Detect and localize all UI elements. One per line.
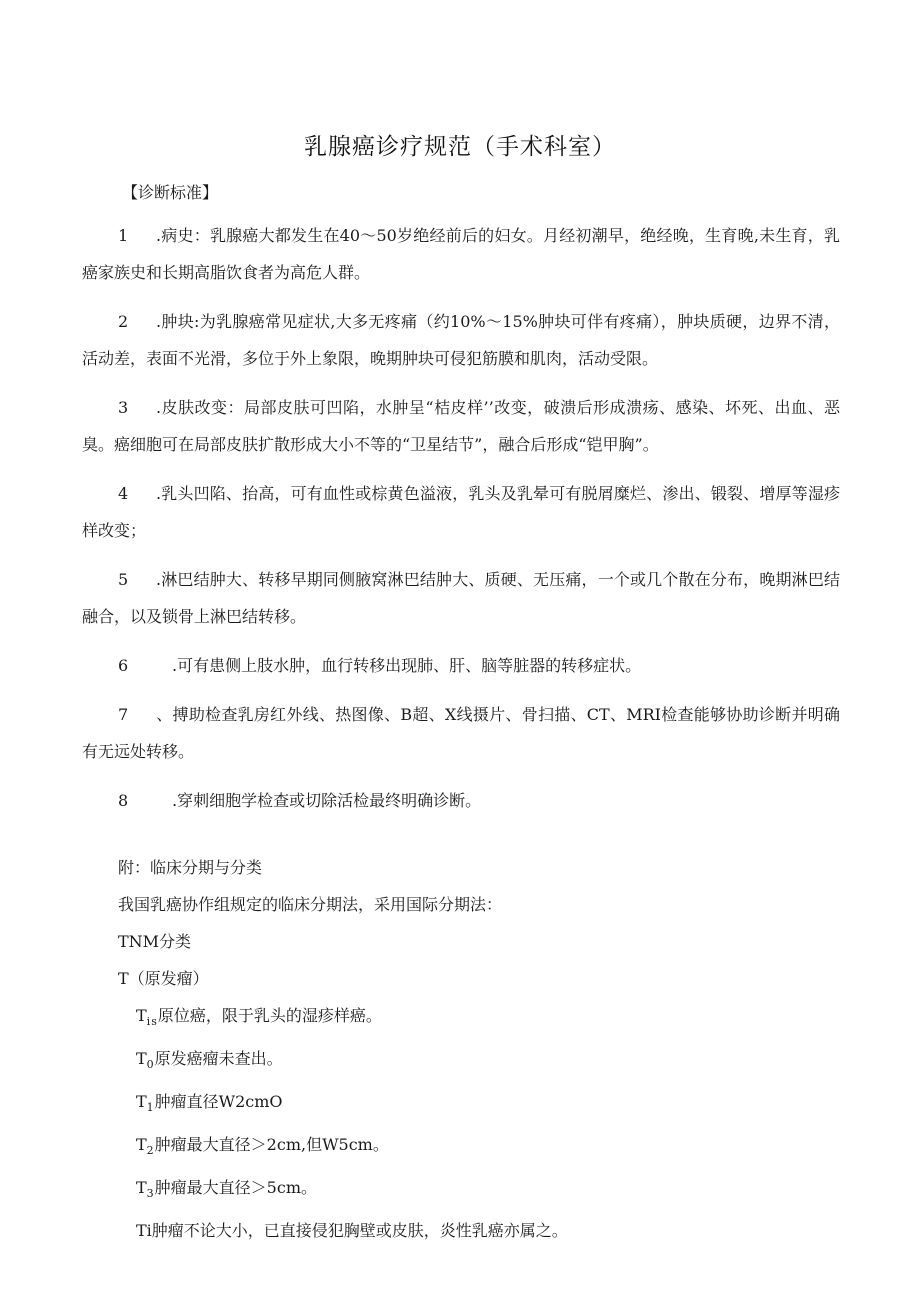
item-number: 2 <box>118 312 129 331</box>
item-number: 5 <box>118 570 129 589</box>
item-text: .淋巴结肿大、转移早期同侧腋窝淋巴结肿大、质硬、无压痛，一个或几个散在分布，晚期淋巴结融合，以及锁骨上淋巴结转移。 <box>82 570 840 626</box>
item-text: .可有患侧上肢水肿，血行转移出现肺、肝、脑等脏器的转移症状。 <box>172 656 642 675</box>
criteria-item-2 <box>82 303 840 377</box>
t-base: T <box>136 1092 147 1111</box>
criteria-item-8 <box>82 782 840 819</box>
item-text: .穿刺细胞学检查或切除活检最终明确诊断。 <box>172 791 482 810</box>
t-base: T <box>136 1135 147 1154</box>
t-sub: is <box>146 1015 158 1028</box>
item-number: 1 <box>118 226 129 245</box>
criteria-item-4 <box>82 475 840 549</box>
tnm-heading: TNM分类 <box>118 932 192 951</box>
item-number: 3 <box>118 398 129 417</box>
item-text: 、搏助检查乳房红外线、热图像、B超、X线摄片、骨扫描、CT、MRI检查能够协助诊断并明确有无远处转移。 <box>82 705 840 761</box>
t-item-t2 <box>136 1132 840 1164</box>
item-number: 4 <box>118 484 129 503</box>
t-text: 肿瘤最大直径＞2cm,但W5cm。 <box>154 1135 389 1154</box>
t-sub: 3 <box>146 1187 155 1200</box>
criteria-item-6 <box>82 647 840 684</box>
item-number: 8 <box>118 791 129 810</box>
item-text: .病史：乳腺癌大都发生在40～50岁绝经前后的妇女。月经初潮早，绝经晚，生育晚,未生育，乳癌家族史和长期高脂饮食者为高危人群。 <box>82 226 840 282</box>
t-text: 原位癌，限于乳头的湿疹样癌。 <box>157 1006 382 1025</box>
t-item-t0 <box>136 1046 840 1078</box>
item-text: .肿块:为乳腺癌常见症状,大多无疼痛（约10%～15%肿块可伴有疼痛），肿块质硬，边界不清，活动差，表面不光滑，多位于外上象限，晚期肿块可侵犯筋膜和肌肉，活动受限。 <box>82 312 840 368</box>
section-heading-diagnosis: 【诊断标准】 <box>122 183 219 202</box>
criteria-item-5 <box>82 561 840 635</box>
document-body <box>82 180 840 1261</box>
item-text: .乳头凹陷、抬高，可有血性或棕黄色溢液，乳头及乳晕可有脱屑糜烂、渗出、锻裂、增厚等湿疹样改变； <box>82 484 840 540</box>
t-item-t3 <box>136 1175 840 1207</box>
item-number: 7 <box>118 705 129 724</box>
t-sub: 0 <box>146 1058 155 1071</box>
t-base: Ti <box>136 1221 152 1240</box>
t-base: T <box>136 1006 147 1025</box>
t-sub: 1 <box>146 1101 155 1114</box>
t-item-tis <box>136 1003 840 1035</box>
appendix-section <box>82 855 840 1250</box>
t-heading: T（原发瘤） <box>118 969 209 988</box>
t-sub: 2 <box>146 1144 155 1157</box>
t-text: 肿瘤直径W2cmO <box>154 1092 283 1111</box>
t-base: T <box>136 1049 147 1068</box>
t-text: 原发癌瘤未查出。 <box>154 1049 283 1068</box>
t-base: T <box>136 1178 147 1197</box>
t-item-t4 <box>136 1218 840 1250</box>
appendix-intro: 我国乳癌协作组规定的临床分期法，采用国际分期法： <box>118 895 503 914</box>
criteria-item-1 <box>82 217 840 291</box>
page-title: 乳腺癌诊疗规范（手术科室） <box>304 134 616 160</box>
t-text: 肿瘤最大直径＞5cm。 <box>154 1178 317 1197</box>
t-item-t1 <box>136 1089 840 1121</box>
t-text: 肿瘤不论大小，已直接侵犯胸壁或皮肤，炎性乳癌亦属之。 <box>151 1221 568 1240</box>
item-number: 6 <box>118 656 129 675</box>
criteria-item-7 <box>82 696 840 770</box>
criteria-item-3 <box>82 389 840 463</box>
item-text: .皮肤改变：局部皮肤可凹陷，水肿呈“桔皮样’’改变，破溃后形成溃疡、感染、坏死、出血、恶臭。癌细胞可在局部皮肤扩散形成大小不等的“卫星结节”，融合后形成“铠甲胸”。 <box>82 398 840 454</box>
appendix-heading: 附：临床分期与分类 <box>118 858 263 877</box>
